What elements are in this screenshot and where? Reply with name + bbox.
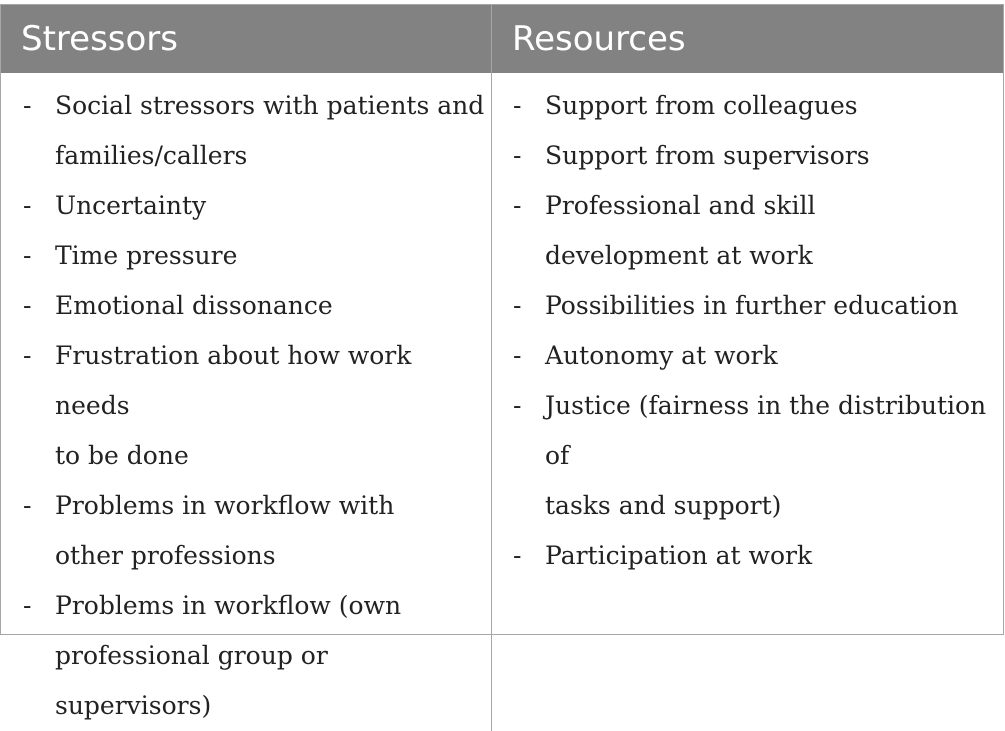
- resource-text: Participation at work: [545, 541, 813, 570]
- bullet-dash: -: [23, 491, 32, 520]
- stressor-text: Social stressors with patients and families/callers: [55, 91, 485, 170]
- list-item: [492, 331, 1003, 381]
- list-item: [1, 81, 491, 181]
- resources-cell: [492, 73, 1003, 731]
- stressor-text: Uncertainty: [55, 191, 207, 220]
- stressor-text: Emotional dissonance: [55, 291, 333, 320]
- list-item: [1, 581, 491, 731]
- resource-text: Possibilities in further education: [545, 291, 959, 320]
- resource-text: Support from supervisors: [545, 141, 870, 170]
- resource-text: Support from colleagues: [545, 91, 858, 120]
- list-item: [492, 131, 1003, 181]
- list-item: [492, 281, 1003, 331]
- bullet-dash: -: [23, 191, 32, 220]
- stressor-text: Time pressure: [55, 241, 238, 270]
- resource-text: Autonomy at work: [545, 341, 778, 370]
- bullet-dash: -: [513, 191, 522, 220]
- bullet-dash: -: [513, 291, 522, 320]
- list-item: [1, 231, 491, 281]
- resources-list: [492, 81, 1003, 581]
- stressors-resources-table: [0, 4, 1004, 720]
- list-item: [1, 281, 491, 331]
- bullet-dash: -: [23, 91, 32, 120]
- stressor-text: Problems in workflow (own professional group or supervisors): [55, 591, 402, 720]
- list-item: [492, 381, 1003, 531]
- list-item: [492, 181, 1003, 281]
- resources-header: Resources: [492, 5, 1003, 73]
- resource-text: Justice (fairness in the distribution of tasks and support): [545, 391, 987, 520]
- stressors-cell: [1, 73, 492, 731]
- bullet-dash: -: [513, 341, 522, 370]
- stressor-text: Problems in workflow with other professions: [55, 491, 395, 570]
- stressors-list: [1, 81, 491, 731]
- list-item: [1, 181, 491, 231]
- list-item: [1, 331, 491, 481]
- bullet-dash: -: [513, 141, 522, 170]
- stressor-text: Frustration about how work needs to be done: [55, 341, 412, 470]
- bullet-dash: -: [513, 391, 522, 420]
- resource-text: Professional and skill development at work: [545, 191, 816, 270]
- bullet-dash: -: [23, 291, 32, 320]
- bullet-dash: -: [23, 591, 32, 620]
- list-item: [492, 531, 1003, 581]
- bullet-dash: -: [513, 541, 522, 570]
- list-item: [492, 81, 1003, 131]
- bullet-dash: -: [23, 241, 32, 270]
- stressors-header: Stressors: [1, 5, 492, 73]
- bullet-dash: -: [513, 91, 522, 120]
- bullet-dash: -: [23, 341, 32, 370]
- list-item: [1, 481, 491, 581]
